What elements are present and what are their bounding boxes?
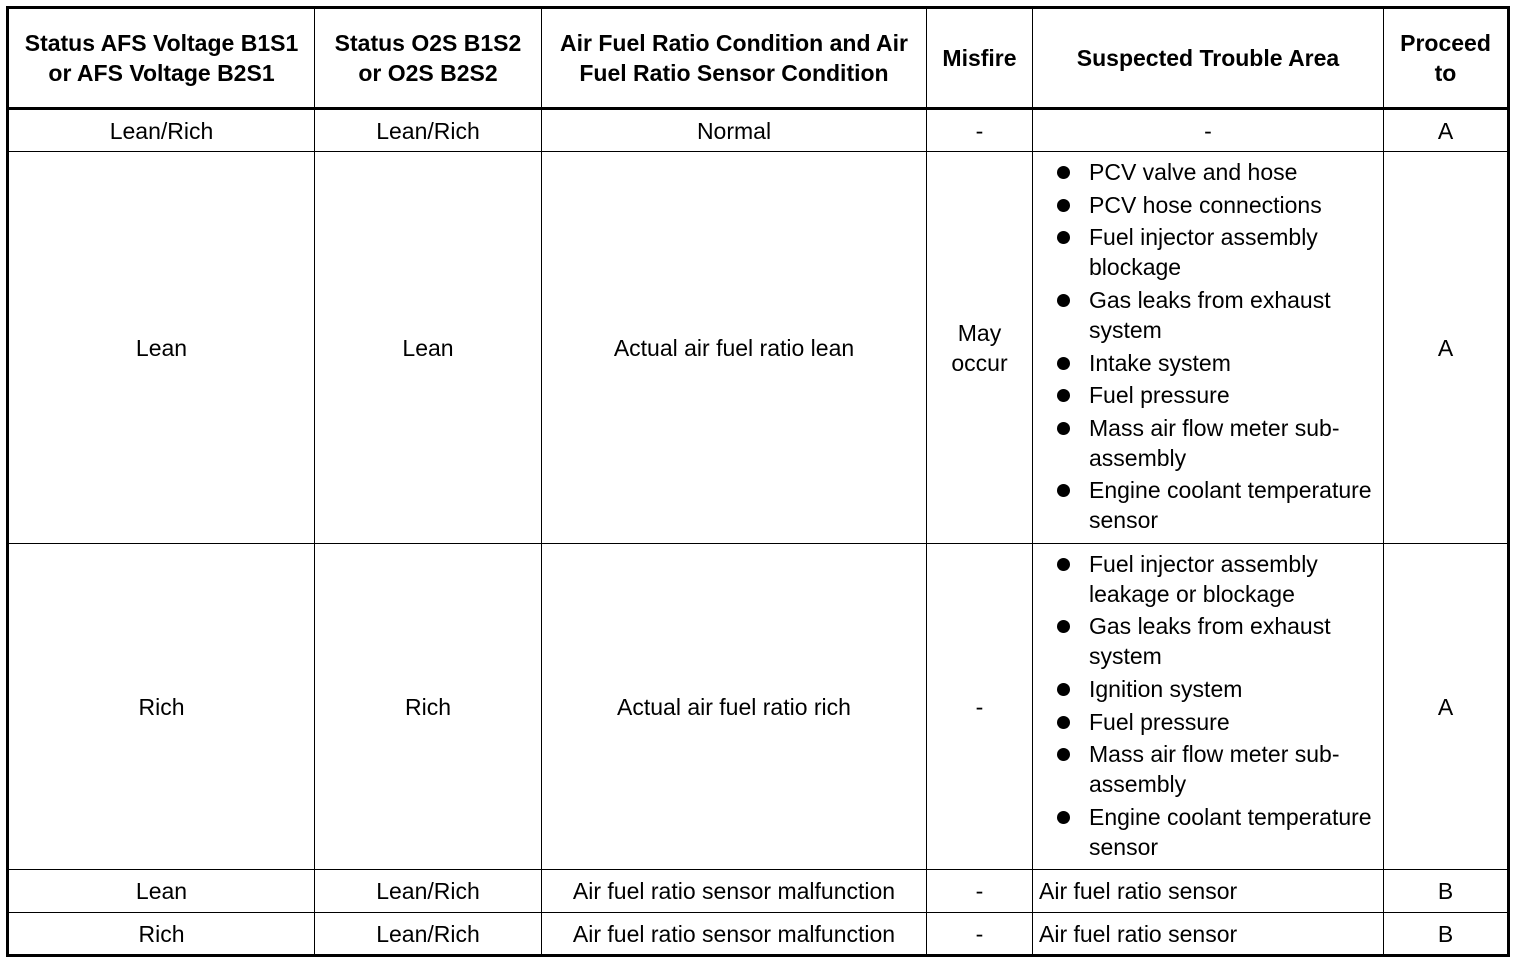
list-item: PCV hose connections xyxy=(1041,190,1375,220)
list-item: Gas leaks from exhaust system xyxy=(1041,611,1375,671)
cell-afs: Rich xyxy=(8,544,315,870)
list-item: Fuel pressure xyxy=(1041,707,1375,737)
table-row xyxy=(8,913,1509,956)
list-item: Mass air flow meter sub-assembly xyxy=(1041,739,1375,799)
header-afs-status: Status AFS Voltage B1S1 or AFS Voltage B2S1 xyxy=(8,8,315,109)
cell-misfire: - xyxy=(927,870,1033,913)
cell-suspected-area: Air fuel ratio sensor xyxy=(1033,913,1384,956)
bullet-icon xyxy=(1057,748,1070,761)
bullet-icon xyxy=(1057,811,1070,824)
cell-afs: Lean/Rich xyxy=(8,109,315,152)
header-row xyxy=(8,8,1509,109)
table-row xyxy=(8,870,1509,913)
cell-suspected-area xyxy=(1033,544,1384,870)
header-air-fuel-condition: Air Fuel Ratio Condition and Air Fuel Ratio Sensor Condition xyxy=(542,8,927,109)
cell-condition: Actual air fuel ratio rich xyxy=(542,544,927,870)
list-item: Ignition system xyxy=(1041,674,1375,704)
cell-suspected-area xyxy=(1033,152,1384,544)
list-item: Engine coolant temperature sensor xyxy=(1041,802,1375,862)
cell-proceed: A xyxy=(1384,152,1509,544)
cell-o2s: Lean/Rich xyxy=(315,913,542,956)
cell-proceed: B xyxy=(1384,913,1509,956)
bullet-icon xyxy=(1057,558,1070,571)
header-suspected-area: Suspected Trouble Area xyxy=(1033,8,1384,109)
list-item: PCV valve and hose xyxy=(1041,157,1375,187)
bullet-icon xyxy=(1057,357,1070,370)
cell-afs: Rich xyxy=(8,913,315,956)
cell-misfire: - xyxy=(927,913,1033,956)
troubleshooting-table xyxy=(6,6,1510,957)
cell-afs: Lean xyxy=(8,152,315,544)
list-item: Fuel pressure xyxy=(1041,380,1375,410)
bullet-icon xyxy=(1057,231,1070,244)
cell-proceed: B xyxy=(1384,870,1509,913)
list-item: Fuel injector assembly leakage or blockage xyxy=(1041,549,1375,609)
header-misfire: Misfire xyxy=(927,8,1033,109)
cell-o2s: Rich xyxy=(315,544,542,870)
cell-condition: Actual air fuel ratio lean xyxy=(542,152,927,544)
bullet-icon xyxy=(1057,620,1070,633)
cell-o2s: Lean/Rich xyxy=(315,870,542,913)
list-item: Intake system xyxy=(1041,348,1375,378)
cell-suspected-area: Air fuel ratio sensor xyxy=(1033,870,1384,913)
cell-afs: Lean xyxy=(8,870,315,913)
list-item: Engine coolant temperature sensor xyxy=(1041,475,1375,535)
bullet-icon xyxy=(1057,484,1070,497)
bullet-icon xyxy=(1057,199,1070,212)
suspected-area-list xyxy=(1041,549,1375,862)
cell-misfire: May occur xyxy=(927,152,1033,544)
cell-o2s: Lean/Rich xyxy=(315,109,542,152)
list-item: Fuel injector assembly blockage xyxy=(1041,222,1375,282)
cell-misfire: - xyxy=(927,544,1033,870)
cell-proceed: A xyxy=(1384,544,1509,870)
table-row xyxy=(8,152,1509,544)
bullet-icon xyxy=(1057,683,1070,696)
list-item: Gas leaks from exhaust system xyxy=(1041,285,1375,345)
header-proceed-to: Proceed to xyxy=(1384,8,1509,109)
bullet-icon xyxy=(1057,294,1070,307)
bullet-icon xyxy=(1057,716,1070,729)
list-item: Mass air flow meter sub-assembly xyxy=(1041,413,1375,473)
cell-suspected-area: - xyxy=(1033,109,1384,152)
bullet-icon xyxy=(1057,166,1070,179)
cell-condition: Air fuel ratio sensor malfunction xyxy=(542,913,927,956)
cell-condition: Air fuel ratio sensor malfunction xyxy=(542,870,927,913)
cell-misfire: - xyxy=(927,109,1033,152)
bullet-icon xyxy=(1057,389,1070,402)
cell-o2s: Lean xyxy=(315,152,542,544)
bullet-icon xyxy=(1057,422,1070,435)
table-row xyxy=(8,544,1509,870)
cell-condition: Normal xyxy=(542,109,927,152)
header-o2s-status: Status O2S B1S2 or O2S B2S2 xyxy=(315,8,542,109)
table-row xyxy=(8,109,1509,152)
suspected-area-list xyxy=(1041,157,1375,535)
cell-proceed: A xyxy=(1384,109,1509,152)
